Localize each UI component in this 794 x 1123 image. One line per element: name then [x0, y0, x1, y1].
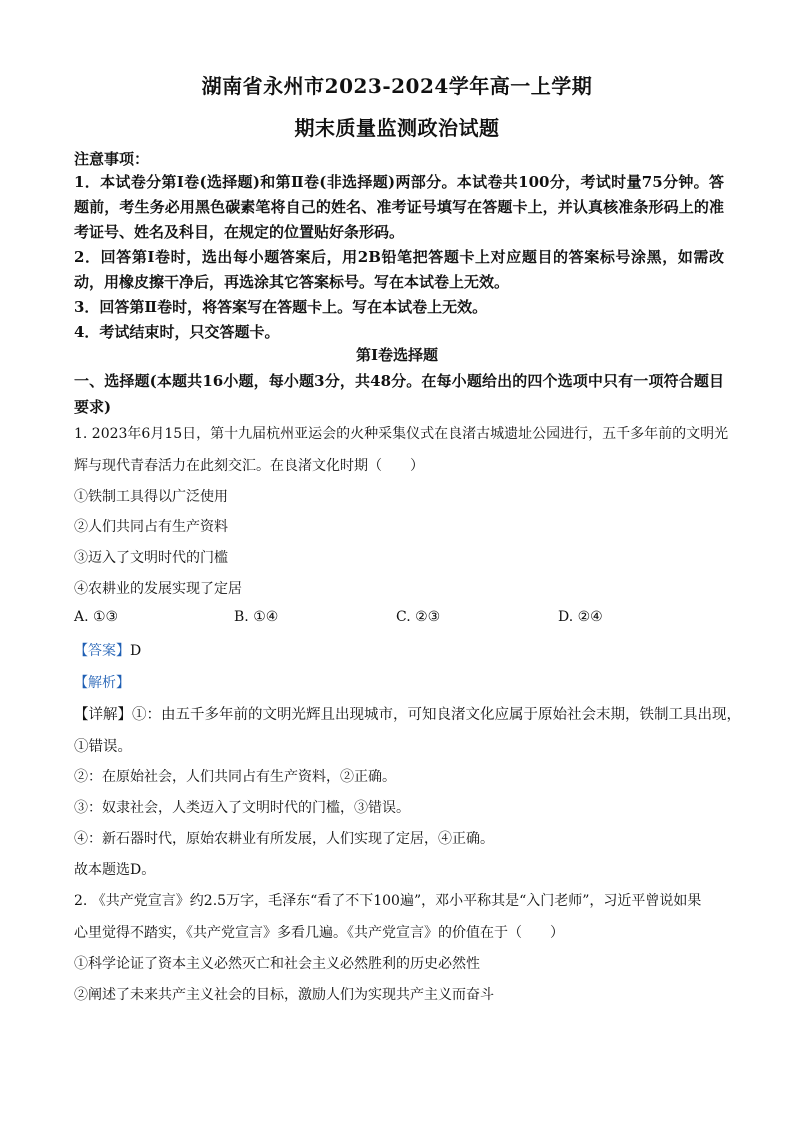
q1-detail-line1b: ①错误。: [74, 739, 132, 755]
section-title: 第Ⅰ卷选择题: [355, 346, 439, 364]
notice-list: [74, 170, 724, 345]
notice-item: 2．回答第Ⅰ卷时，选出每小题答案后，用2B铅笔把答题卡上对应题目的答案标号涂黑，如需改动，用橡皮擦干净后，再选涂其它答案标号。写在本试卷上无效。: [74, 248, 724, 291]
q1-option: ④农耕业的发展实现了定居: [74, 581, 242, 597]
notice-item: 4．考试结束时，只交答题卡。: [74, 323, 280, 341]
answer-value: D: [130, 643, 142, 659]
q1-detail-line1: [74, 703, 741, 724]
q1-option: ①铁制工具得以广泛使用: [74, 489, 228, 505]
q1-answer: [74, 640, 724, 660]
q1-detail-line4: ④：新石器时代，原始农耕业有所发展，人们实现了定居，④正确。: [74, 831, 494, 847]
notice-item: 1．本试卷分第Ⅰ卷(选择题)和第Ⅱ卷(非选择题)两部分。本试卷共100分，考试时量75分钟。答题前，考生务必用黑色碳素笔将自己的姓名、准考证号填写在答题卡上，并认真核准条形码上的准考证号、姓名及科目，在规定的位置贴好条形码。: [74, 173, 724, 241]
answer-tag: 【答案】: [74, 643, 130, 659]
choice-d: D. ②④: [558, 609, 603, 625]
q1-stem-line1: 1. 2023年6月15日，第十九届杭州亚运会的火种采集仪式在良渚古城遗址公园进行，五千多年前的文明光: [74, 426, 729, 442]
exam-title-line1: 湖南省永州市2023-2024学年高一上学期: [201, 74, 593, 98]
q1-conclusion: 故本题选D。: [74, 862, 156, 878]
q1-option: ②人们共同占有生产资料: [74, 519, 228, 535]
exam-title-line2: 期末质量监测政治试题: [294, 116, 500, 140]
q1-option: ③迈入了文明时代的门槛: [74, 550, 228, 566]
q1-detail-line2: ②：在原始社会，人们共同占有生产资料，②正确。: [74, 769, 396, 785]
notice-label: 注意事项：: [74, 150, 150, 168]
q1-stem-line2: 辉与现代青春活力在此刻交汇。在良渚文化时期（ ）: [74, 458, 424, 474]
detail-text: ①：由五千多年前的文明光辉且出现城市，可知良渚文化应属于原始社会末期，铁制工具出现，: [132, 707, 741, 723]
q1-detail-line3: ③：奴隶社会，人类迈入了文明时代的门槛，③错误。: [74, 800, 410, 816]
notice-item: 3．回答第Ⅱ卷时，将答案写在答题卡上。写在本试卷上无效。: [74, 298, 488, 316]
detail-tag: 【详解】: [74, 707, 132, 723]
section-heading: 一、选择题(本题共16小题，每小题3分，共48分。在每小题给出的四个选项中只有一项符合题目要求): [74, 372, 724, 416]
q2-option: ①科学论证了资本主义必然灭亡和社会主义必然胜利的历史必然性: [74, 956, 480, 972]
choice-c: C. ②③: [396, 609, 441, 625]
q2-stem-line2: 心里觉得不踏实，《共产党宣言》多看几遍。《共产党宣言》的价值在于（ ）: [74, 925, 564, 941]
analysis-tag: 【解析】: [74, 675, 130, 691]
choice-a: A. ①③: [74, 609, 119, 625]
choice-b: B. ①④: [234, 609, 279, 625]
q2-stem-line1: 2. 《共产党宣言》约2.5万字，毛泽东“看了不下100遍”，邓小平称其是“入门老师”，习近平曾说如果: [74, 893, 702, 909]
q2-option: ②阐述了未来共产主义社会的目标，激励人们为实现共产主义而奋斗: [74, 987, 494, 1003]
